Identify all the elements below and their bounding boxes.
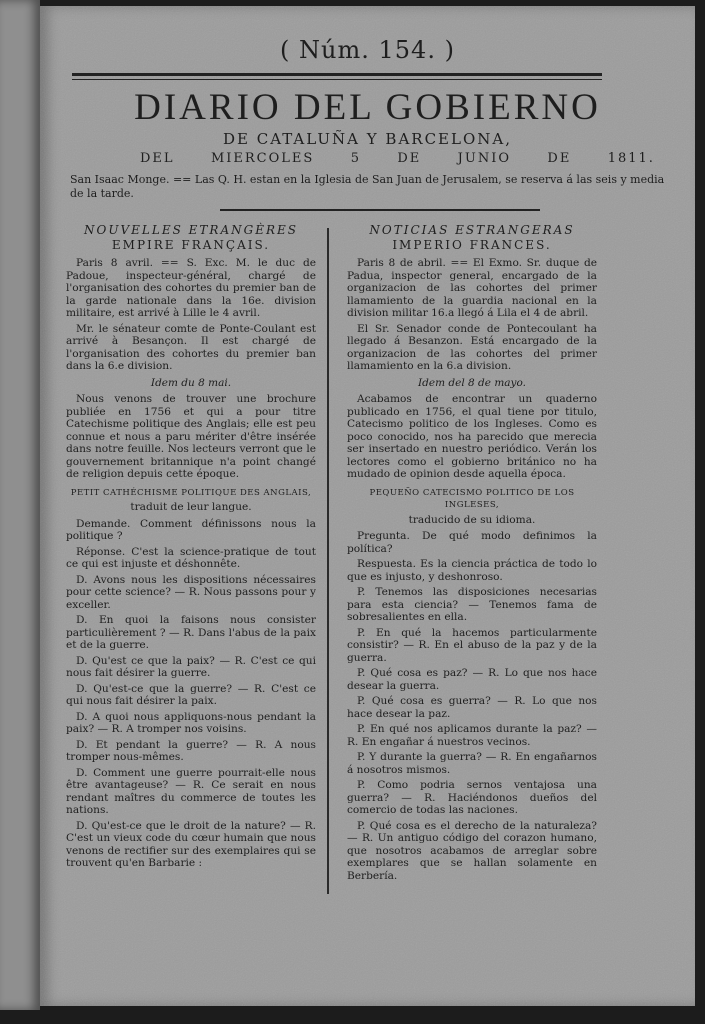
section-title: PETIT CATHÉCHISME POLITIQUE DES ANGLAIS,	[70, 487, 312, 498]
saint-notice: San Isaac Monge. == Las Q. H. estan en la Iglesia de San Juan de Jerusalem, se reserva á las seis y media de la tarde.	[70, 173, 665, 200]
masthead-title: DIARIO DEL GOBIERNO	[134, 87, 601, 128]
qa-item: D. Qu'est ce que la paix? — R. C'est ce qui nous fait désirer la guerre.	[66, 654, 316, 679]
qa-item: Demande. Comment définissons nous la politique ?	[66, 517, 316, 542]
qa-item: P. Qué cosa es el derecho de la naturaleza? — R. Un antiguo código del corazon humano, que nosotros acabamos de arreglar sobre exemplares que se hallan solamente en Berbería.	[347, 819, 597, 882]
news-paragraph: Nous venons de trouver une brochure publiée en 1756 et qui a pour titre Catechisme politique des Anglais; elle est peu connue et nous a paru mériter d'être insérée dans notre feuille. Nos lecteurs verront que le gouvernement britannique n'a point changé de religion depuis cette époque.	[66, 393, 316, 480]
date-part: MIERCOLES	[210, 151, 315, 166]
news-paragraph: Paris 8 avril. == S. Exc. M. le duc de Padoue, inspecteur-général, chargé de l'organisation des cohortes du premier ban de la garde nationale dans la 16e. division militaire, est arrivé à Lille le 4 avril.	[66, 257, 316, 319]
qa-item: D. Avons nous les dispositions nécessaires pour cette science? — R. Nous passons pour y exceller.	[66, 573, 316, 611]
qa-item: P. Y durante la guerra? — R. En engañarnos á nosotros mismos.	[347, 751, 597, 776]
section-subtitle: traduit de leur langue.	[130, 501, 252, 513]
section-title: PEQUEÑO CATECISMO POLITICO DE LOS INGLESES,	[369, 487, 575, 510]
issue-date	[140, 151, 655, 166]
qa-item: Respuesta. Es la ciencia práctica de todo lo que es injusto, y deshonroso.	[347, 558, 597, 583]
qa-item: P. Qué cosa es guerra? — R. Lo que nos hace desear la paz.	[347, 695, 597, 720]
date-part: DE	[547, 151, 572, 166]
news-paragraph: El Sr. Senador conde de Pontecoulant ha llegado á Besanzon. Está encargado de la organizacion de las cohortes del primer llamamiento en la 6.a division.	[347, 322, 597, 372]
facing-page-edge	[0, 0, 40, 1010]
qa-item: P. Como podria sernos ventajosa una guerra? — R. Haciéndonos dueños del comercio de todas las naciones.	[347, 779, 597, 816]
header-bottom-rule	[220, 209, 540, 211]
dateline: Idem del 8 de mayo.	[418, 376, 526, 389]
section-subtitle: traducido de su idioma.	[408, 513, 536, 526]
qa-item: Réponse. C'est la science-pratique de tout ce qui est injuste et déshonnête.	[66, 545, 316, 570]
spanish-column	[347, 224, 597, 885]
column-subheading: EMPIRE FRANÇAIS.	[111, 237, 271, 252]
qa-item: D. Et pendant la guerre? — R. A nous tromper nous-mêmes.	[66, 738, 316, 763]
date-part: JUNIO	[457, 151, 512, 166]
column-heading: NOTICIAS ESTRANGERAS	[369, 223, 575, 237]
qa-list	[66, 518, 316, 870]
french-column	[66, 224, 316, 873]
qa-item: P. Tenemos las disposiciones necesarias para esta ciencia? — Tenemos fama de sobresalientes en ella.	[347, 586, 597, 623]
column-heading: NOUVELLES ETRANGÈRES	[84, 223, 298, 237]
news-paragraph: Mr. le sénateur comte de Ponte-Coulant est arrivé à Besançon. Il est chargé de l'organisation des cohortes du premier ban dans la 6.e division.	[66, 322, 316, 372]
date-part: 1811.	[607, 151, 655, 166]
qa-item: P. En qué la hacemos particularmente consistir? — R. En el abuso de la paz y de la guerra.	[347, 626, 597, 664]
dateline: Idem du 8 mai.	[150, 376, 232, 389]
date-part: 5	[350, 151, 361, 166]
news-paragraph: Paris 8 de abril. == El Exmo. Sr. duque de Padua, inspector general, encargado de la organizacion de las cohortes del primer llamamiento de la guardia nacional en la division militar 16.a llegó á Lila el 4 de abril.	[347, 257, 597, 319]
qa-item: D. Qu'est-ce que la guerre? — R. C'est ce qui nous fait désirer la paix.	[66, 682, 316, 707]
date-part: DEL	[140, 151, 175, 166]
qa-item: D. A quoi nous appliquons-nous pendant la paix? — R. A tromper nos voisins.	[66, 710, 316, 735]
qa-item: D. Qu'est-ce que le droit de la nature? — R. C'est un vieux code du cœur humain que nous venons de rectifier sur des exemplaires qui se trouvent qu'en Barbarie :	[66, 819, 316, 869]
top-rule-thin	[72, 79, 602, 80]
qa-item: P. Qué cosa es paz? — R. Lo que nos hace desear la guerra.	[347, 667, 597, 692]
column-divider	[327, 228, 329, 894]
column-subheading: IMPERIO FRANCES.	[392, 237, 552, 252]
news-paragraph: Acabamos de encontrar un quaderno publicado en 1756, el qual tiene por titulo, Catecismo politico de los Ingleses. Como es poco conocido, nos ha parecido que merecia ser insertado en nuestro periódico. Verán los lectores como el gobierno británico no ha mudado de opinion desde aquella época.	[347, 393, 597, 480]
newspaper-page	[40, 6, 695, 1006]
qa-item: D. Comment une guerre pourrait-elle nous être avantageuse? — R. Ce serait en nous rendant maîtres du commerce de toutes les nations.	[66, 766, 316, 816]
date-part: DE	[397, 151, 422, 166]
masthead-subtitle: DE CATALUÑA Y BARCELONA,	[223, 130, 512, 148]
issue-number: ( Núm. 154. )	[280, 36, 455, 64]
qa-item: P. En qué nos aplicamos durante la paz? — R. En engañar á nuestros vecinos.	[347, 723, 597, 748]
qa-item: D. En quoi la faisons nous consister particulièrement ? — R. Dans l'abus de la paix et de la guerre.	[66, 614, 316, 651]
qa-list	[347, 530, 597, 882]
top-rule	[72, 73, 602, 76]
qa-item: Pregunta. De qué modo definimos la política?	[347, 530, 597, 555]
